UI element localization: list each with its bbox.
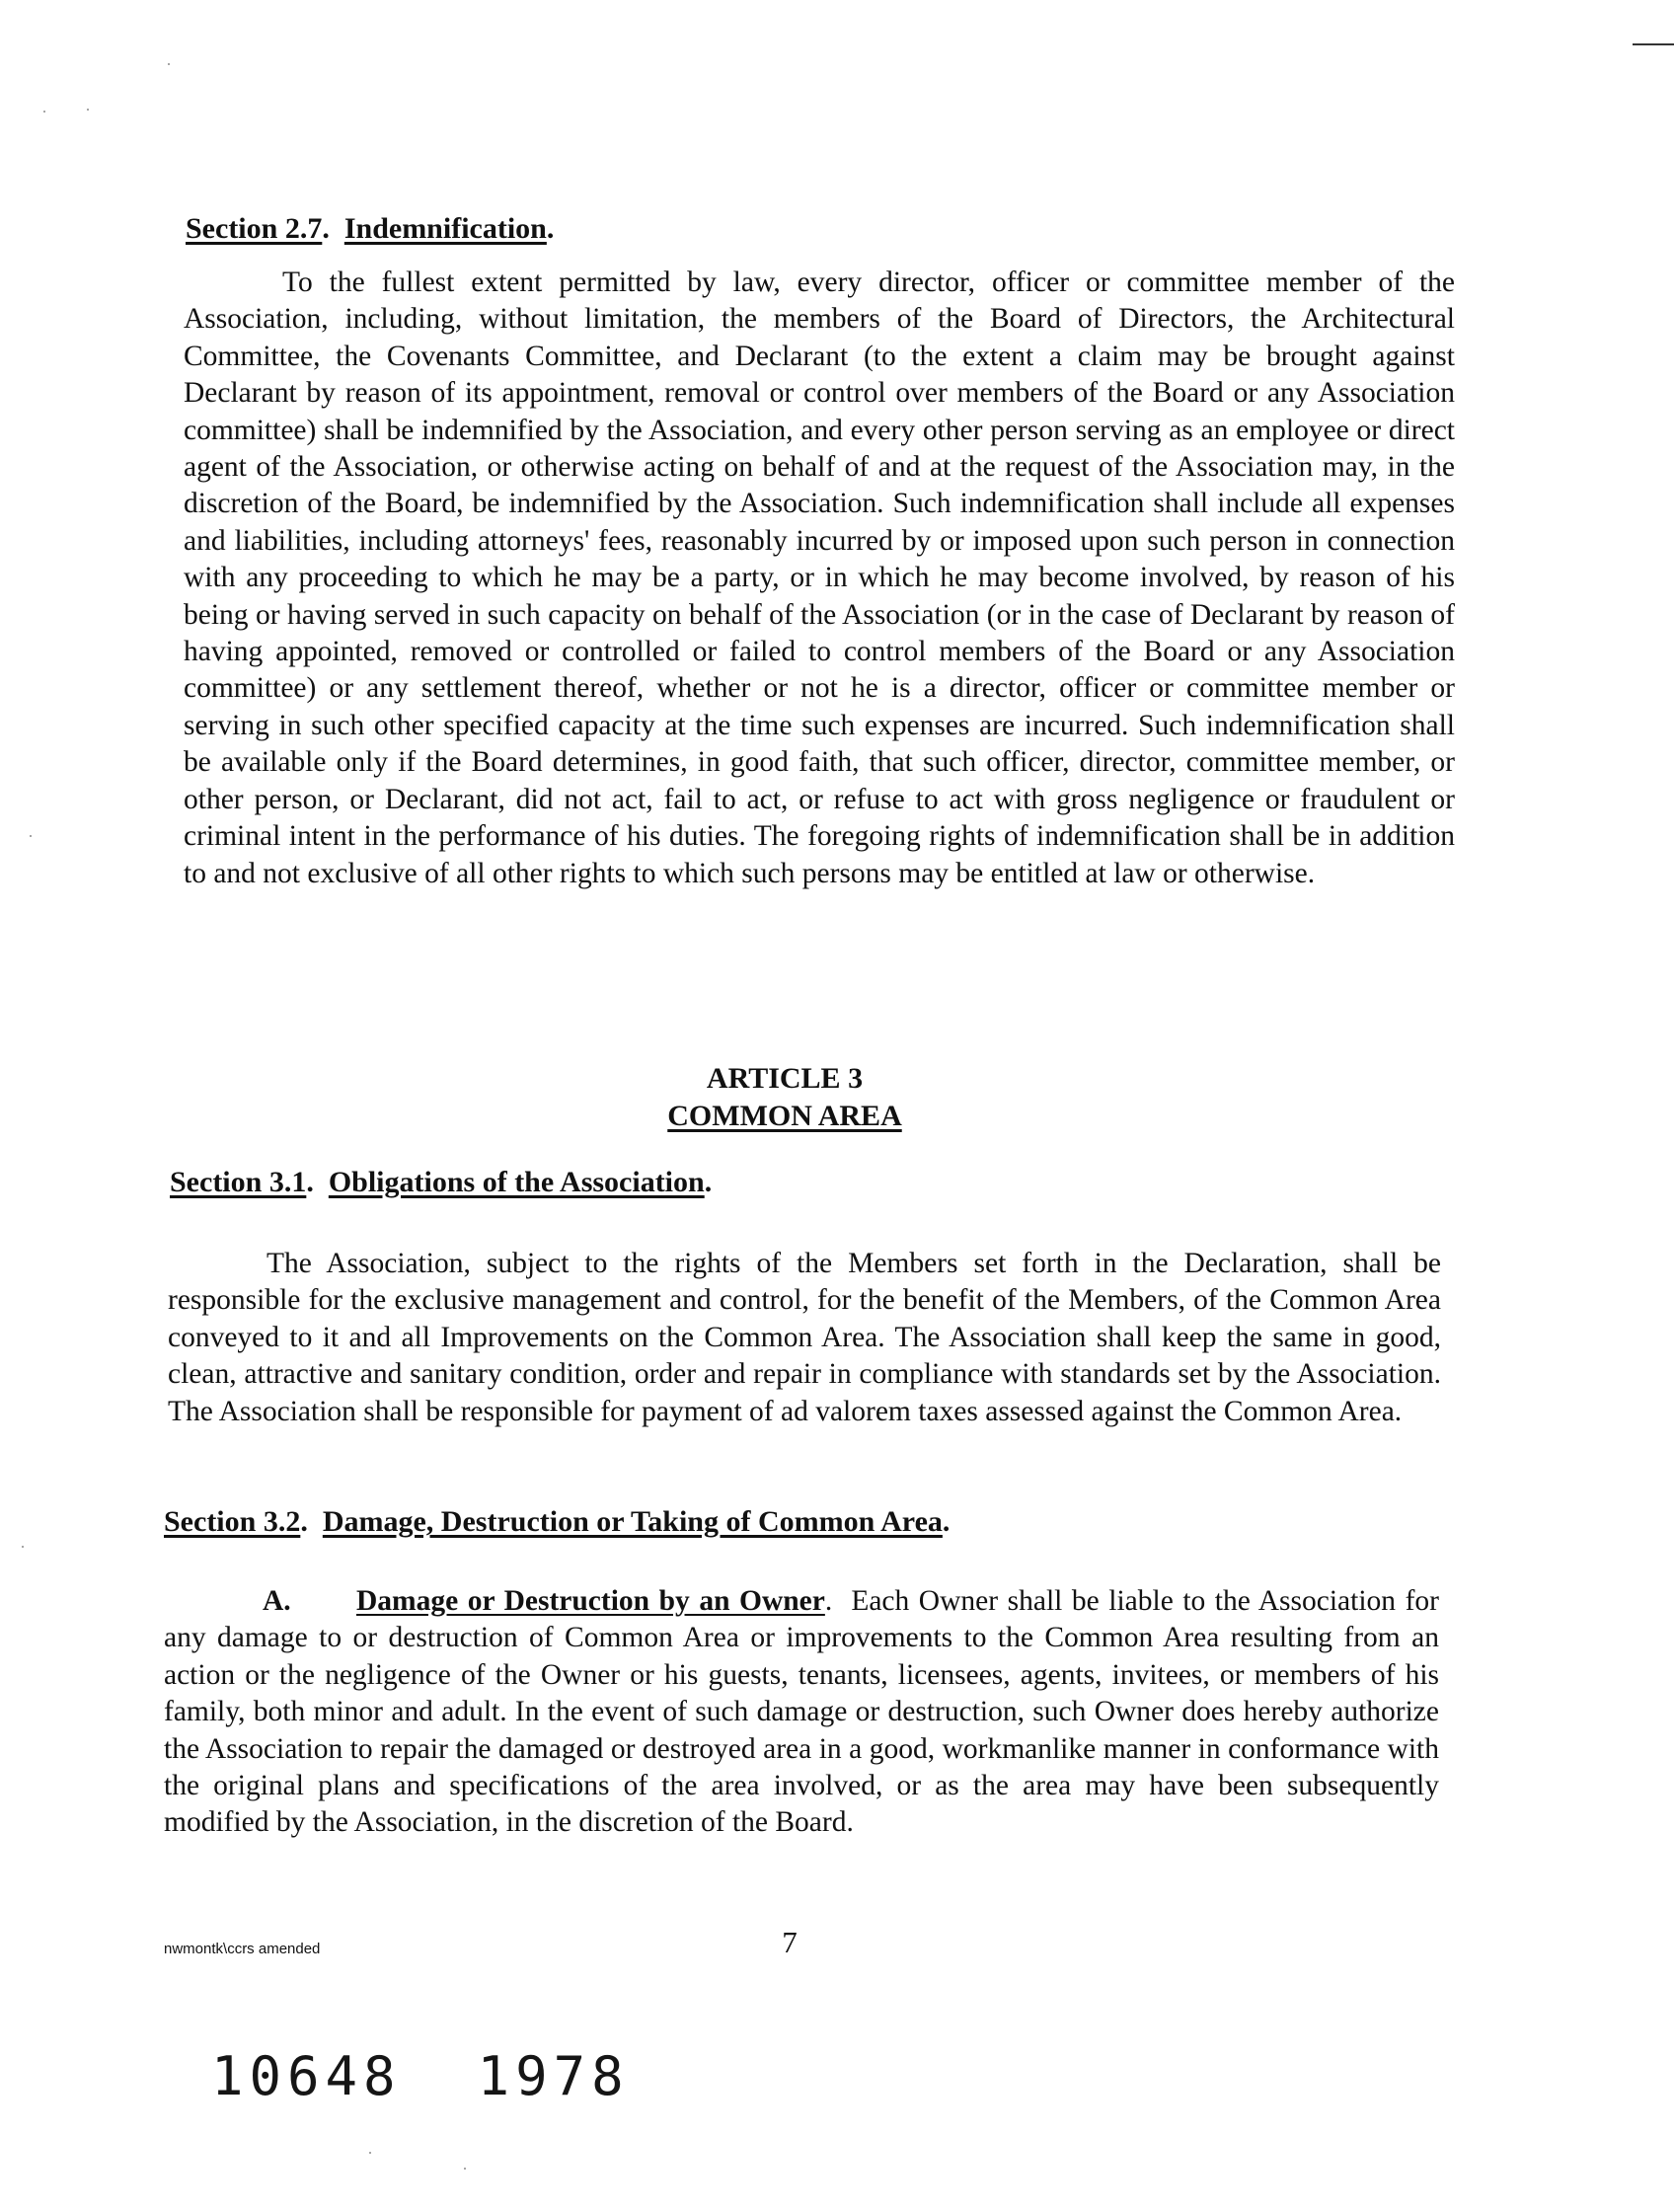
scan-edge-mark: [1633, 43, 1674, 45]
section-3-2-subsection-a: A. Damage or Destruction by an Owner. Each Owner shall be liable to the Association for any damage to or destruction of Common Area or improvements to the Common Area resulting from an action or the negligence of the Owner or his guests, tenants, licensees, agents, invitees, or members of his family, both minor and adult. In the event of such damage or destruction, such Owner does hereby authorize the Association to repair the damaged or destroyed area in a good, workmanlike manner in conformance with the original plans and specifications of the area involved, or as the area may have been subsequently modified by the Association, in the discretion of the Board.: [164, 1585, 1439, 1839]
article-3-heading: [0, 1060, 1569, 1135]
section-2-7-title: Indemnification: [343, 212, 547, 245]
scan-speck: [464, 2168, 466, 2170]
recording-stamp: 10648 1978: [211, 2045, 630, 2107]
section-3-2-heading: Section 3.2. Damage, Destruction or Taking of Common Area.: [164, 1505, 951, 1538]
section-2-7-number: Section 2.7: [186, 212, 323, 245]
scan-speck: [87, 109, 89, 111]
section-3-1-number: Section 3.1: [170, 1166, 307, 1198]
article-3-title: COMMON AREA: [667, 1100, 902, 1132]
scan-speck: [22, 1546, 24, 1548]
page-number: 7: [782, 1925, 798, 1959]
section-2-7-heading: Section 2.7. Indemnification.: [186, 212, 555, 245]
scan-speck: [30, 835, 32, 837]
section-3-1-heading: Section 3.1. Obligations of the Association.: [170, 1166, 713, 1198]
subsection-a-title: Damage or Destruction by an Owner: [356, 1585, 825, 1617]
scan-speck: [43, 111, 45, 113]
section-3-1-body: The Association, subject to the rights of the Members set forth in the Declaration, shall be responsible for the exclusive management and control, for the benefit of the Members, of the Common Area conveyed to it and all Improvements on the Common Area. The Association shall keep the same in good, clean, attractive and sanitary condition, order and repair in compliance with standards set by the Association. The Association shall be responsible for payment of ad valorem taxes assessed against the Common Area.: [168, 1248, 1441, 1427]
article-3-label: ARTICLE 3: [706, 1062, 864, 1095]
footer-file-reference: nwmontk\ccrs amended: [164, 1941, 321, 1957]
section-3-2-title: Damage, Destruction or Taking of Common Area: [322, 1505, 943, 1538]
scan-speck: [369, 2152, 371, 2154]
subsection-a-letter: A.: [263, 1585, 291, 1617]
subsection-a-body: Each Owner shall be liable to the Association for any damage to or destruction of Common Area or improvements to the Common Area resulting from an action or the negligence of the Owner or his guests, tenants, licensees, agents, invitees, or members of his family, both minor and adult. In the event of such damage or destruction, such Owner does hereby authorize the Association to repair the damaged or destroyed area in a good, workmanlike manner in conformance with the original plans and specifications of the area involved, or as the area may have been subsequently modified by the Association, in the discretion of the Board.: [164, 1585, 1439, 1839]
section-3-2-number: Section 3.2: [164, 1505, 301, 1538]
section-3-1-title: Obligations of the Association: [328, 1166, 705, 1198]
scan-speck: [168, 63, 170, 65]
section-2-7-body: To the fullest extent permitted by law, every director, officer or committee member of the Association, including, without limitation, the members of the Board of Directors, the Architectural Committee, the Covenants Committee, and Declarant (to the extent a claim may be brought against Declarant by reason of its appointment, removal or control over members of the Board or any Association committee) shall be indemnified by the Association, and every other person serving as an employee or direct agent of the Association, or otherwise acting on behalf of and at the request of the Association may, in the discretion of the Board, be indemnified by the Association. Such indemnification shall include all expenses and liabilities, including attorneys' fees, reasonably incurred by or imposed upon such person in connection with any proceeding to which he may be a party, or in which he may become involved, by reason of his being or having served in such capacity on behalf of the Association (or in the case of Declarant by reason of having appointed, removed or controlled or failed to control members of the Board or any Association committee) or any settlement thereof, whether or not he is a director, officer or committee member or serving in such other specified capacity at the time such expenses are incurred. Such indemnification shall be available only if the Board determines, in good faith, that such officer, director, committee member, or other person, or Declarant, did not act, fail to act, or refuse to act with gross negligence or fraudulent or criminal intent in the performance of his duties. The foregoing rights of indemnification shall be in addition to and not exclusive of all other rights to which such persons may be entitled at law or otherwise.: [184, 267, 1455, 889]
